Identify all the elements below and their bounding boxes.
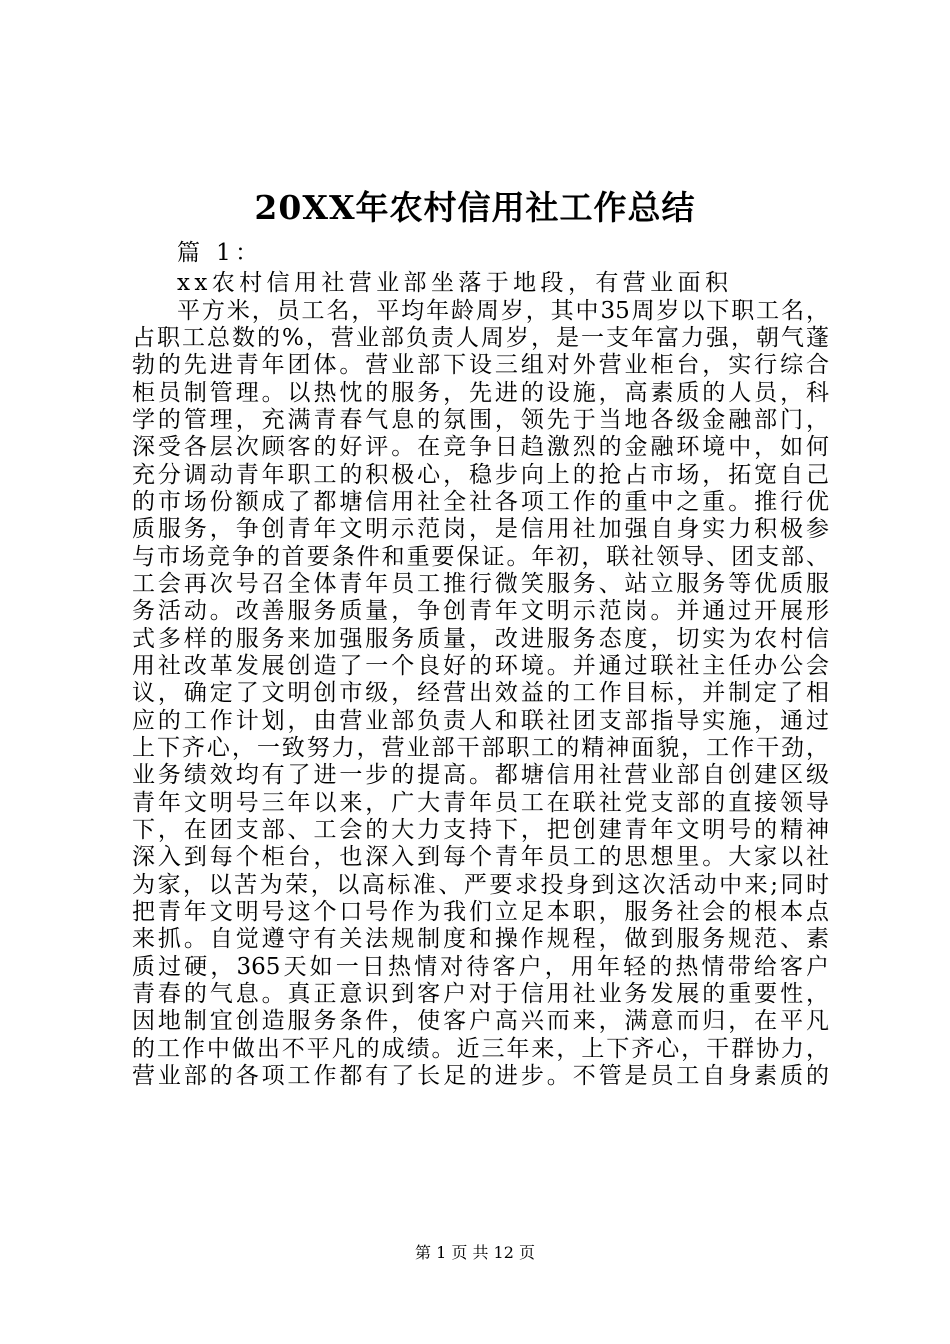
paragraph-line: 平方米，员工名，平均年龄周岁，其中35周岁以下职工名，: [177, 298, 829, 324]
paragraph-line: 学的管理，充满青春气息的氛围，领先于当地各级金融部门，: [132, 407, 829, 433]
paragraph-line: 的市场份额成了都塘信用社全社各项工作的重中之重。推行优: [132, 489, 829, 515]
paragraph-line: 把青年文明号这个口号作为我们立足本职，服务社会的根本点: [132, 899, 829, 925]
paragraph-line: 上下齐心，一致努力，营业部干部职工的精神面貌，工作干劲，: [132, 735, 829, 761]
paragraph-line: 与市场竞争的首要条件和重要保证。年初，联社领导、团支部、: [132, 544, 829, 570]
paragraph-line: 用社改革发展创造了一个良好的环境。并通过联社主任办公会: [132, 653, 829, 679]
paragraph-line: 充分调动青年职工的积极心，稳步向上的抢占市场，拓宽自己: [132, 462, 829, 488]
document-title: 20XX年农村信用社工作总结: [254, 188, 696, 227]
paragraph-line: 的工作中做出不平凡的成绩。近三年来，上下齐心，干群协力，: [132, 1036, 829, 1062]
paragraph-line: 下，在团支部、工会的大力支持下，把创建青年文明号的精神: [132, 817, 829, 843]
page-indicator: 第 1 页 共 12 页: [415, 1243, 535, 1262]
paragraph-line: 青年文明号三年以来，广大青年员工在联社党支部的直接领导: [132, 790, 829, 816]
section-label: 篇 1：: [177, 240, 263, 266]
paragraph-line: 柜员制管理。以热忱的服务，先进的设施，高素质的人员，科: [132, 380, 829, 406]
paragraph-line: 深受各层次顾客的好评。在竞争日趋激烈的金融环境中，如何: [132, 434, 829, 460]
paragraph-line: 营业部的各项工作都有了长足的进步。不管是员工自身素质的: [132, 1063, 829, 1089]
paragraph-line: 业务绩效均有了进一步的提高。都塘信用社营业部自创建区级: [132, 762, 829, 788]
paragraph-line: 议，确定了文明创市级，经营出效益的工作目标，并制定了相: [132, 680, 829, 706]
paragraph-line: 来抓。自觉遵守有关法规制度和操作规程，做到服务规范、素: [132, 926, 829, 952]
paragraph-line: 占职工总数的%，营业部负责人周岁，是一支年富力强，朝气蓬: [132, 325, 829, 351]
paragraph-line: 质服务，争创青年文明示范岗，是信用社加强自身实力积极参: [132, 516, 829, 542]
paragraph-line: 勃的先进青年团体。营业部下设三组对外营业柜台，实行综合: [132, 352, 829, 378]
paragraph-line: 深入到每个柜台，也深入到每个青年员工的思想里。大家以社: [132, 844, 829, 870]
paragraph-line: 工会再次号召全体青年员工推行微笑服务、站立服务等优质服: [132, 571, 829, 597]
paragraph-line: 质过硬，365天如一日热情对待客户，用年轻的热情带给客户: [132, 954, 829, 980]
paragraph-line: 务活动。改善服务质量，争创青年文明示范岗。并通过开展形: [132, 598, 829, 624]
paragraph-line: xx农村信用社营业部坐落于地段，有营业面积: [177, 270, 733, 296]
paragraph-line: 为家，以苦为荣，以高标准、严要求投身到这次活动中来;同时: [132, 872, 829, 898]
paragraph-line: 式多样的服务来加强服务质量，改进服务态度，切实为农村信: [132, 626, 829, 652]
paragraph-line: 青春的气息。真正意识到客户对于信用社业务发展的重要性，: [132, 981, 829, 1007]
paragraph-line: 应的工作计划，由营业部负责人和联社团支部指导实施，通过: [132, 708, 829, 734]
paragraph-line: 因地制宜创造服务条件，使客户高兴而来，满意而归，在平凡: [132, 1008, 829, 1034]
